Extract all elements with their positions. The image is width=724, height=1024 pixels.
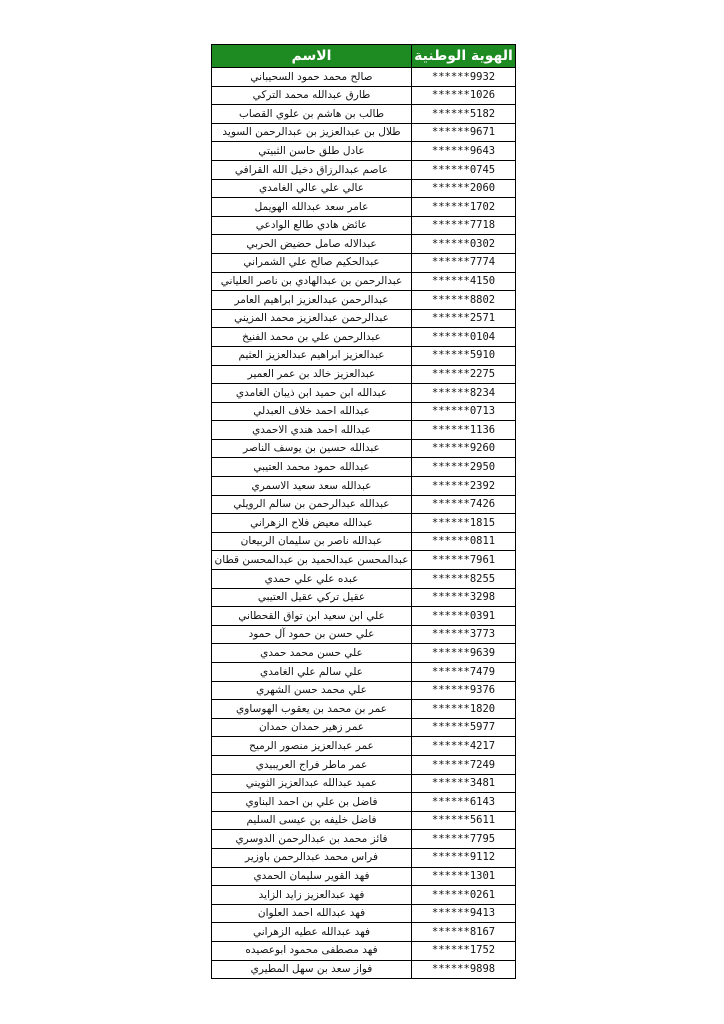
person-name-cell: عمر بن محمد بن يعقوب الهوساوي (212, 700, 412, 719)
person-name-cell: عبدالله احمد خلاف العبدلي (212, 402, 412, 421)
national-id-cell: ******5611 (412, 811, 516, 830)
table-row (212, 625, 516, 644)
national-id-table (211, 44, 516, 979)
national-id-cell: ******3481 (412, 774, 516, 793)
table-body (212, 68, 516, 979)
table-row (212, 811, 516, 830)
table-row (212, 700, 516, 719)
person-name-cell: عمر زهير حمدان حمدان (212, 718, 412, 737)
person-name-cell: عبدالرحمن علي بن محمد الفنيخ (212, 328, 412, 347)
person-name-cell: عبدالرحمن عبدالعزيز محمد المزيني (212, 309, 412, 328)
name-column-header: الاسم (212, 45, 412, 68)
national-id-cell: ******7795 (412, 830, 516, 849)
table-row (212, 774, 516, 793)
national-id-cell: ******0713 (412, 402, 516, 421)
national-id-cell: ******4150 (412, 272, 516, 291)
national-id-cell: ******9643 (412, 142, 516, 161)
national-id-cell: ******8802 (412, 291, 516, 310)
national-id-cell: ******7249 (412, 755, 516, 774)
person-name-cell: عمر عبدالعزيز منصور الرميح (212, 737, 412, 756)
national-id-cell: ******5977 (412, 718, 516, 737)
table-row (212, 681, 516, 700)
person-name-cell: فاضل بن علي بن احمد البناوي (212, 793, 412, 812)
table-row (212, 570, 516, 589)
person-name-cell: عقيل تركي عقيل العتيبي (212, 588, 412, 607)
person-name-cell: طارق عبدالله محمد التركي (212, 86, 412, 105)
table-row (212, 253, 516, 272)
table-row (212, 793, 516, 812)
person-name-cell: عاصم عبدالرزاق دخيل الله القرافي (212, 160, 412, 179)
table-row (212, 941, 516, 960)
national-id-cell: ******2060 (412, 179, 516, 198)
national-id-cell: ******3773 (412, 625, 516, 644)
table-row (212, 904, 516, 923)
national-id-cell: ******7961 (412, 551, 516, 570)
table-row (212, 216, 516, 235)
table-row (212, 123, 516, 142)
national-id-cell: ******2950 (412, 458, 516, 477)
national-id-cell: ******9112 (412, 848, 516, 867)
person-name-cell: طالب بن هاشم بن علوي القصاب (212, 105, 412, 124)
table-row (212, 291, 516, 310)
person-name-cell: عبدالله حمود محمد العتيبي (212, 458, 412, 477)
person-name-cell: عبدالله ابن حميد ابن ذيبان الغامدي (212, 384, 412, 403)
table-row (212, 105, 516, 124)
table-row (212, 198, 516, 217)
table-row (212, 235, 516, 254)
national-id-cell: ******8167 (412, 923, 516, 942)
person-name-cell: عائض هادي طالع الوادعي (212, 216, 412, 235)
national-id-cell: ******0104 (412, 328, 516, 347)
person-name-cell: عبدالعزيز خالد بن عمر العمير (212, 365, 412, 384)
person-name-cell: علي محمد حسن الشهري (212, 681, 412, 700)
table-row (212, 830, 516, 849)
person-name-cell: عادل طلق حاسن الثبيتي (212, 142, 412, 161)
table-row (212, 142, 516, 161)
person-name-cell: عمر ماطر فراج العريبيدي (212, 755, 412, 774)
table-row (212, 607, 516, 626)
national-id-cell: ******0811 (412, 532, 516, 551)
table-row (212, 923, 516, 942)
table-row (212, 867, 516, 886)
national-id-cell: ******0261 (412, 886, 516, 905)
national-id-cell: ******9671 (412, 123, 516, 142)
national-id-cell: ******9932 (412, 68, 516, 87)
person-name-cell: فائز محمد بن عبدالرحمن الدوسري (212, 830, 412, 849)
national-id-cell: ******3298 (412, 588, 516, 607)
table-row (212, 532, 516, 551)
table-row (212, 644, 516, 663)
table-row (212, 663, 516, 682)
national-id-cell: ******0391 (412, 607, 516, 626)
table-row (212, 328, 516, 347)
person-name-cell: طلال بن عبدالعزيز بن عبدالرحمن السويد (212, 123, 412, 142)
national-id-cell: ******7774 (412, 253, 516, 272)
person-name-cell: فهد مصطفى محمود ابوعصيده (212, 941, 412, 960)
person-name-cell: علي سالم علي الغامدي (212, 663, 412, 682)
national-id-cell: ******1815 (412, 514, 516, 533)
national-id-cell: ******8255 (412, 570, 516, 589)
national-id-cell: ******9413 (412, 904, 516, 923)
national-id-cell: ******1026 (412, 86, 516, 105)
national-id-cell: ******9639 (412, 644, 516, 663)
table-row (212, 886, 516, 905)
table-row (212, 495, 516, 514)
table-row (212, 160, 516, 179)
person-name-cell: فهد عبدالعزيز زايد الزايد (212, 886, 412, 905)
person-name-cell: فواز سعد بن سهل المطيري (212, 960, 412, 979)
national-id-cell: ******1752 (412, 941, 516, 960)
person-name-cell: عبدالله معيض فلاح الزهراني (212, 514, 412, 533)
national-id-cell: ******4217 (412, 737, 516, 756)
person-name-cell: علي حسن بن حمود آل حمود (212, 625, 412, 644)
national-id-cell: ******5910 (412, 346, 516, 365)
table-row (212, 402, 516, 421)
person-name-cell: عبدالرحمن بن عبدالهادي بن ناصر العلياني (212, 272, 412, 291)
person-name-cell: علي ابن سعيد ابن تواق القحطاني (212, 607, 412, 626)
national-id-cell: ******9898 (412, 960, 516, 979)
table-row (212, 421, 516, 440)
person-name-cell: عبده علي علي حمدي (212, 570, 412, 589)
person-name-cell: عبدالحكيم صالح علي الشمراني (212, 253, 412, 272)
table-row (212, 346, 516, 365)
national-id-cell: ******2275 (412, 365, 516, 384)
table-header-row (212, 45, 516, 68)
national-id-cell: ******9260 (412, 439, 516, 458)
table-row (212, 737, 516, 756)
person-name-cell: فهد القوير سليمان الحمدي (212, 867, 412, 886)
table-row (212, 960, 516, 979)
person-name-cell: عبدالمحسن عبدالحميد بن عبدالمحسن قطان (212, 551, 412, 570)
national-id-cell: ******6143 (412, 793, 516, 812)
national-id-cell: ******2392 (412, 477, 516, 496)
person-name-cell: عبدالعزيز ابراهيم عبدالعزيز العثيم (212, 346, 412, 365)
national-id-cell: ******9376 (412, 681, 516, 700)
national-id-cell: ******1820 (412, 700, 516, 719)
table-row (212, 384, 516, 403)
national-id-cell: ******1136 (412, 421, 516, 440)
national-id-cell: ******0302 (412, 235, 516, 254)
table-row (212, 848, 516, 867)
table-row (212, 179, 516, 198)
table-row (212, 718, 516, 737)
table-row (212, 755, 516, 774)
table-row (212, 86, 516, 105)
person-name-cell: عبدالرحمن عبدالعزيز ابراهيم العامر (212, 291, 412, 310)
person-name-cell: علي حسن محمد حمدي (212, 644, 412, 663)
person-name-cell: عبدالله ناصر بن سليمان الربيعان (212, 532, 412, 551)
national-id-cell: ******2571 (412, 309, 516, 328)
table-row (212, 365, 516, 384)
table-row (212, 514, 516, 533)
national-id-cell: ******5182 (412, 105, 516, 124)
person-name-cell: عالي علي عالي الغامدي (212, 179, 412, 198)
table-row (212, 68, 516, 87)
person-name-cell: عامر سعد عبدالله الهويمل (212, 198, 412, 217)
national-id-column-header: الهوية الوطنية (412, 45, 516, 68)
person-name-cell: عبدالله سعد سعيد الاسمري (212, 477, 412, 496)
national-id-cell: ******1702 (412, 198, 516, 217)
person-name-cell: فهد عبدالله احمد العلوان (212, 904, 412, 923)
person-name-cell: عبدالله احمد هندي الاحمدي (212, 421, 412, 440)
person-name-cell: صالح محمد حمود السحيباني (212, 68, 412, 87)
table-row (212, 477, 516, 496)
person-name-cell: عميد عبدالله عبدالعزيز الثويني (212, 774, 412, 793)
table-row (212, 551, 516, 570)
person-name-cell: عبدالله عبدالرحمن بن سالم الرويلي (212, 495, 412, 514)
person-name-cell: عبدالله حسين بن يوسف الناصر (212, 439, 412, 458)
table-row (212, 588, 516, 607)
national-id-cell: ******8234 (412, 384, 516, 403)
person-name-cell: فهد عبدالله عطيه الزهراني (212, 923, 412, 942)
table-row (212, 439, 516, 458)
table-row (212, 458, 516, 477)
national-id-cell: ******1301 (412, 867, 516, 886)
table-row (212, 272, 516, 291)
national-id-cell: ******7426 (412, 495, 516, 514)
table-row (212, 309, 516, 328)
national-id-cell: ******0745 (412, 160, 516, 179)
person-name-cell: عبدالاله صامل حضيض الحربي (212, 235, 412, 254)
national-id-cell: ******7718 (412, 216, 516, 235)
national-id-cell: ******7479 (412, 663, 516, 682)
person-name-cell: فاضل خليفه بن عيسى السليم (212, 811, 412, 830)
person-name-cell: فراس محمد عبدالرحمن باوزير (212, 848, 412, 867)
